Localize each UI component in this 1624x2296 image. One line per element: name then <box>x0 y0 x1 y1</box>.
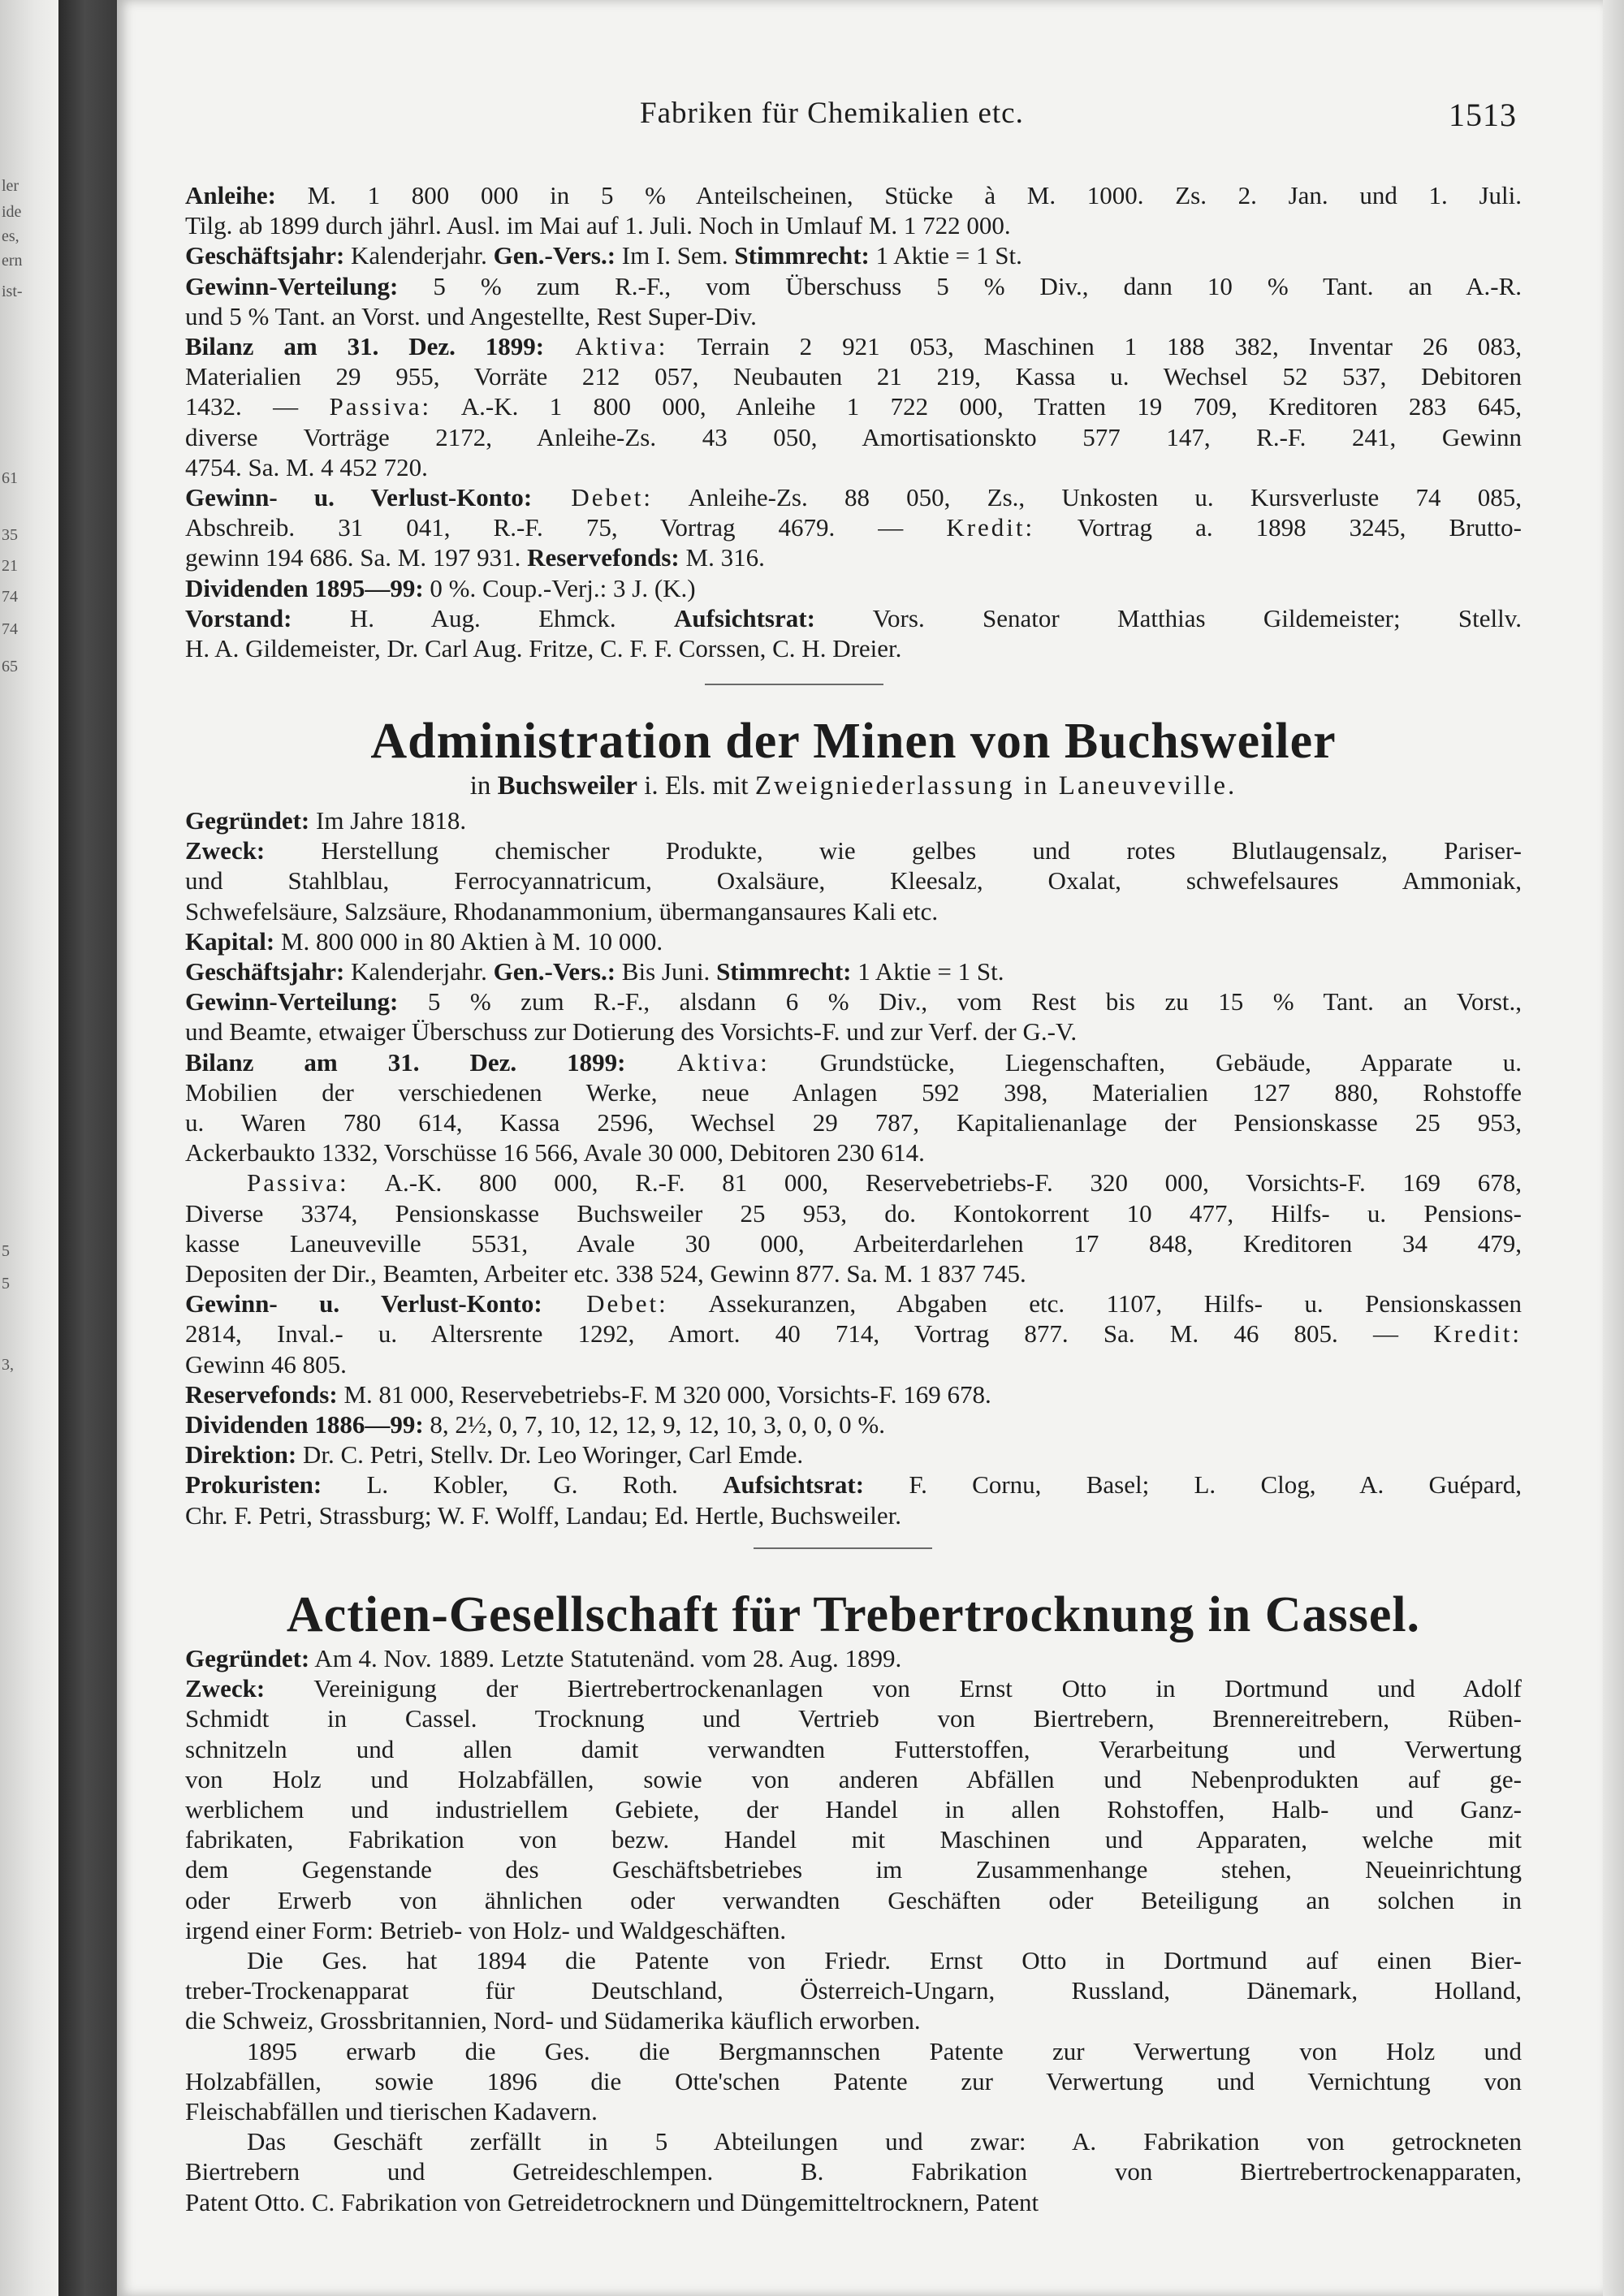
text-line <box>185 1734 1522 1764</box>
text-line <box>185 331 1522 361</box>
field-label: Kapital: <box>185 926 275 956</box>
text-line <box>185 926 1522 956</box>
subline-run: i. Els. mit <box>637 771 755 801</box>
text-run: gewinn 194 686. Sa. M. 197 931. <box>185 543 528 572</box>
text-run: Fleischabfällen und tierischen Kadavern. <box>185 2097 598 2126</box>
entry-buchsweiler <box>185 713 1522 1530</box>
text-line <box>185 1288 1522 1318</box>
text-run: Holzabfällen, sowie 1896 die Otte'schen Patente zur Verwertung und Vernichtung von <box>185 2066 1522 2095</box>
text-run: Kredit: <box>946 513 1035 542</box>
margin-fragment: 35 <box>2 526 18 544</box>
margin-fragment: es, <box>2 227 19 245</box>
field-label: Gewinn- u. Verlust-Konto: <box>185 483 533 512</box>
text-line <box>185 391 1522 421</box>
text-run: Das Geschäft zerfällt in 5 Abteilungen und zwar: A. Fabrikation von getrockneten <box>247 2127 1522 2156</box>
field-label: Zweck: <box>185 1674 266 1703</box>
text-run: Anleihe-Zs. 88 050, Zs., Unkosten u. Kursverluste 74 085, <box>653 483 1522 512</box>
text-line <box>185 1975 1522 2005</box>
text-line <box>185 2156 1522 2186</box>
text-line <box>185 633 1522 663</box>
text-run: Materialien 29 955, Vorräte 212 057, Neubauten 21 219, Kassa u. Wechsel 52 537, Debitoren <box>185 362 1522 391</box>
text-run: 1432. — <box>185 392 330 421</box>
text-line <box>185 956 1522 986</box>
text-run: 2814, Inval.- u. Altersrente 1292, Amort. 40 714, Vortrag 877. Sa. M. 46 805. — <box>185 1319 1434 1349</box>
text-run: Vortrag a. 1898 3245, Brutto- <box>1034 513 1522 542</box>
running-head-title: Fabriken für Chemikalien etc. <box>640 97 1024 130</box>
field-label: Geschäftsjahr: <box>185 957 345 986</box>
text-run: schnitzeln und allen damit verwandten Futterstoffen, Verarbeitung und Verwertung <box>185 1734 1522 1763</box>
text-run: Assekuranzen, Abgaben etc. 1107, Hilfs- u. Pensionskassen <box>667 1289 1522 1318</box>
text-run: Die Ges. hat 1894 die Patente von Friedr. Ernst Otto in Dortmund auf einen Bier- <box>247 1946 1522 1975</box>
text-run: und Stahlblau, Ferrocyannatricum, Oxalsäure, Kleesalz, Oxalat, schwefelsaures Ammoniak, <box>185 866 1522 896</box>
field-label: Reservefonds: <box>185 1379 338 1409</box>
text-run: Dr. C. Petri, Stellv. Dr. Leo Woringer, Carl Emde. <box>296 1440 804 1470</box>
text-run: von Holz und Holzabfällen, sowie von anderen Abfällen und Nebenprodukten auf ge- <box>185 1764 1522 1793</box>
text-run: Am 4. Nov. 1889. Letzte Statutenänd. vom 28. Aug. 1899. <box>309 1644 902 1672</box>
text-run: 8, 2½, 0, 7, 10, 12, 12, 9, 12, 10, 3, 0, 0, 0 %. <box>423 1410 885 1439</box>
text-line <box>185 2066 1522 2096</box>
text-line <box>185 1703 1522 1733</box>
text-run: Im I. Sem. <box>615 241 735 270</box>
company-location <box>185 770 1522 802</box>
text-run: kasse Laneuveville 5531, Avale 30 000, Arbeiterdarlehen 17 848, Kreditoren 34 479, <box>185 1228 1522 1258</box>
text-line <box>185 1228 1522 1258</box>
field-label: Stimmrecht: <box>734 241 870 270</box>
text-line <box>185 2187 1522 2217</box>
text-line <box>185 1409 1522 1439</box>
margin-fragment: 74 <box>2 588 18 606</box>
margin-fragment: ist- <box>2 283 23 300</box>
text-run: Herstellung chemischer Produkte, wie gelbes und rotes Blutlaugensalz, Pariser- <box>265 836 1522 865</box>
text-line <box>185 1318 1522 1349</box>
field-label: Zweck: <box>185 836 266 865</box>
margin-fragment: ide <box>2 203 22 221</box>
text-run: die Schweiz, Grossbritannien, Nord- und Südamerika käuflich erworben. <box>185 2006 921 2035</box>
margin-fragment: 74 <box>2 620 18 638</box>
text-run: M. 316. <box>679 543 765 572</box>
text-line <box>185 573 1522 603</box>
text-run: 0 %. Coup.-Verj.: 3 J. (K.) <box>423 573 696 602</box>
margin-fragment: 5 <box>2 1242 10 1260</box>
text-line <box>185 422 1522 452</box>
text-run: Aktiva: <box>625 1047 770 1077</box>
text-line <box>185 1077 1522 1107</box>
text-line <box>185 271 1522 301</box>
text-run: Tilg. ab 1899 durch jährl. Ausl. im Mai auf 1. Juli. Noch in Umlauf M. 1 722 000. <box>185 211 1011 240</box>
text-line <box>185 1379 1522 1409</box>
text-run: Chr. F. Petri, Strassburg; W. F. Wolff, Landau; Ed. Hertle, Buchsweiler. <box>185 1500 902 1530</box>
field-label: Gewinn-Verteilung: <box>185 271 399 300</box>
field-label: Vorstand: <box>185 603 292 632</box>
text-run: Depositen der Dir., Beamten, Arbeiter etc. 338 524, Gewinn 877. Sa. M. 1 837 745. <box>185 1259 1026 1288</box>
field-label: Stimmrecht: <box>716 957 852 986</box>
text-run: Bis Juni. <box>615 957 717 986</box>
field-label: Gewinn- u. Verlust-Konto: <box>185 1289 542 1318</box>
text-line <box>185 180 1522 210</box>
field-label: Gegründet: <box>185 806 310 835</box>
text-run: Kredit: <box>1433 1319 1522 1349</box>
text-line <box>185 210 1522 240</box>
text-line <box>185 1643 1522 1673</box>
entry-trebertrocknung <box>185 1586 1522 2217</box>
text-run: Biertrebern und Getreideschlempen. B. Fabrikation von Biertrebertrockenapparaten, <box>185 2157 1522 2186</box>
company-heading: Actien-Gesellschaft für Trebertrocknung in Cassel. <box>286 1587 1421 1642</box>
field-label: Geschäftsjahr: <box>185 241 345 270</box>
text-line <box>185 512 1522 542</box>
text-run: Mobilien der verschiedenen Werke, neue Anlagen 592 398, Materialien 127 880, Rohstoffe <box>185 1077 1522 1107</box>
text-line <box>185 542 1522 572</box>
text-run: und Beamte, etwaiger Überschuss zur Dotierung des Vorsichts-F. und zur Verf. der G.-V. <box>185 1017 1078 1047</box>
text-line <box>185 1500 1522 1530</box>
text-run: u. Waren 780 614, Kassa 2596, Wechsel 29 787, Kapitalienanlage der Pensionskasse 25 953, <box>185 1108 1522 1137</box>
text-line <box>185 1915 1522 1945</box>
text-run: Kalenderjahr. <box>344 241 494 270</box>
field-label: Direktion: <box>185 1440 297 1470</box>
text-run: A.-K. 1 800 000, Anleihe 1 722 000, Tratten 19 709, Kreditoren 283 645, <box>431 392 1522 421</box>
page-edge <box>1603 0 1624 2296</box>
field-label: Prokuristen: <box>185 1470 322 1500</box>
text-run: Schwefelsäure, Salzsäure, Rhodanammonium, übermangansaures Kali etc. <box>185 896 939 926</box>
text-run: H. A. Gildemeister, Dr. Carl Aug. Fritze, C. F. F. Corssen, C. H. Dreier. <box>185 634 902 663</box>
field-label: Aufsichtsrat: <box>723 1470 865 1500</box>
text-line <box>185 1673 1522 1703</box>
text-run: 5 % zum R.-F., alsdann 6 % Div., vom Rest bis zu 15 % Tant. an Vorst., <box>398 987 1522 1016</box>
text-line <box>185 1016 1522 1047</box>
text-run: Vors. Senator Matthias Gildemeister; Stellv. <box>814 603 1522 632</box>
text-line <box>185 835 1522 865</box>
entry-body <box>185 1643 1522 2217</box>
text-line <box>185 2126 1522 2156</box>
margin-fragment: ler <box>2 177 19 195</box>
text-run: Patent Otto. C. Fabrikation von Getreidetrocknern und Düngemitteltrocknern, Patent <box>185 2187 1039 2216</box>
text-line <box>185 1137 1522 1167</box>
margin-fragment: 5 <box>2 1275 10 1293</box>
text-line <box>185 1824 1522 1854</box>
entry-body <box>185 805 1522 1530</box>
text-run: A.-K. 800 000, R.-F. 81 000, Reservebetriebs-F. 320 000, Vorsichts-F. 169 678, <box>348 1168 1522 1198</box>
field-label: Gegründet: <box>185 1644 310 1672</box>
text-run: Vereinigung der Biertrebertrockenanlagen von Ernst Otto in Dortmund und Adolf <box>265 1674 1522 1703</box>
text-run: 1 Aktie = 1 St. <box>851 957 1004 986</box>
text-run: 5 % zum R.-F., vom Überschuss 5 % Div., dann 10 % Tant. an A.-R. <box>398 271 1522 300</box>
text-run: M. 1 800 000 in 5 % Anteilscheinen, Stücke à M. 1000. Zs. 2. Jan. und 1. Juli. <box>275 181 1522 209</box>
text-run: Aktiva: <box>544 332 668 361</box>
text-run: M. 800 000 in 80 Aktien à M. 10 000. <box>274 926 663 956</box>
text-run: irgend einer Form: Betrieb- von Holz- und Waldgeschäften. <box>185 1915 787 1944</box>
text-line <box>185 240 1522 270</box>
text-run: L. Kobler, G. Roth. <box>322 1470 723 1500</box>
text-run: Abschreib. 31 041, R.-F. 75, Vortrag 4679. — <box>185 513 947 542</box>
text-run: treber-Trockenapparat für Deutschland, Österreich-Ungarn, Russland, Dänemark, Holland, <box>185 1976 1522 2005</box>
previous-page-fragment <box>0 0 58 2296</box>
page-number: 1513 <box>1449 97 1517 133</box>
text-run: Passiva: <box>247 1168 349 1198</box>
text-line <box>185 2036 1522 2066</box>
text-line <box>185 2005 1522 2035</box>
text-line <box>185 896 1522 926</box>
text-line <box>185 1349 1522 1379</box>
field-label: Aufsichtsrat: <box>673 603 815 632</box>
text-run: werblichem und industriellem Gebiete, der Handel in allen Rohstoffen, Halb- und Ganz- <box>185 1795 1522 1824</box>
text-line <box>185 1764 1522 1794</box>
text-run: F. Cornu, Basel; L. Clog, A. Guépard, <box>864 1470 1522 1500</box>
field-label: Bilanz am 31. Dez. 1899: <box>185 1047 626 1077</box>
subline-run: Zweigniederlassung in Laneuveville. <box>754 771 1237 801</box>
text-run: Schmidt in Cassel. Trocknung und Vertrieb von Biertrebern, Brennereitrebern, Rüben- <box>185 1704 1522 1733</box>
margin-fragment: 21 <box>2 557 18 575</box>
field-label: Gen.-Vers.: <box>493 957 616 986</box>
text-line <box>185 805 1522 835</box>
text-run: 1895 erwarb die Ges. die Bergmannschen Patente zur Verwertung von Holz und <box>247 2036 1522 2065</box>
text-run: Debet: <box>542 1289 668 1318</box>
text-run: H. Aug. Ehmck. <box>292 603 674 632</box>
separator-rule <box>705 684 883 685</box>
text-run: M. 81 000, Reservebetriebs-F. M 320 000, Vorsichts-F. 169 678. <box>337 1379 991 1409</box>
company-heading: Administration der Minen von Buchsweiler <box>370 714 1337 769</box>
text-line <box>185 603 1522 633</box>
subline-run: in <box>469 771 498 801</box>
text-run: Gewinn 46 805. <box>185 1349 347 1379</box>
text-line <box>185 1107 1522 1137</box>
text-run: Ackerbaukto 1332, Vorschüsse 16 566, Avale 30 000, Debitoren 230 614. <box>185 1138 925 1167</box>
text-line <box>185 361 1522 391</box>
text-run: Terrain 2 921 053, Maschinen 1 188 382, Inventar 26 083, <box>667 332 1522 361</box>
text-line <box>185 986 1522 1016</box>
text-line <box>185 1258 1522 1288</box>
field-label: Anleihe: <box>185 181 276 209</box>
text-line <box>185 865 1522 896</box>
text-line <box>185 452 1522 482</box>
text-line <box>185 1198 1522 1228</box>
field-label: Dividenden 1886—99: <box>185 1410 424 1439</box>
text-line <box>185 1794 1522 1824</box>
field-label: Gewinn-Verteilung: <box>185 987 399 1016</box>
text-line <box>185 1167 1522 1198</box>
field-label: Dividenden 1895—99: <box>185 573 424 602</box>
text-run: Grundstücke, Liegenschaften, Gebäude, Apparate u. <box>769 1047 1522 1077</box>
field-label: Gen.-Vers.: <box>493 241 616 270</box>
text-run: oder Erwerb von ähnlichen oder verwandten Geschäften oder Beteiligung an solchen in <box>185 1885 1522 1914</box>
field-label: Bilanz am 31. Dez. 1899: <box>185 332 545 361</box>
margin-fragment: 3, <box>2 1356 14 1374</box>
text-run: Passiva: <box>329 392 432 421</box>
subline-run: Buchsweiler <box>497 771 637 801</box>
text-line <box>185 482 1522 512</box>
text-line <box>185 1470 1522 1500</box>
text-run: fabrikaten, Fabrikation von bezw. Handel mit Maschinen und Apparaten, welche mit <box>185 1825 1522 1854</box>
text-line <box>185 1885 1522 1915</box>
margin-fragment: ern <box>2 252 23 270</box>
text-line <box>185 1945 1522 1975</box>
text-run: Debet: <box>532 483 654 512</box>
running-head <box>185 96 1522 138</box>
field-label: Reservefonds: <box>527 543 680 572</box>
text-line <box>185 1439 1522 1470</box>
book-spine-shadow <box>58 0 117 2296</box>
text-run: Diverse 3374, Pensionskasse Buchsweiler 25 953, do. Kontokorrent 10 477, Hilfs- u. Pensions- <box>185 1198 1522 1228</box>
margin-fragment: 61 <box>2 469 18 487</box>
text-run: Im Jahre 1818. <box>309 806 467 835</box>
text-run: 4754. Sa. M. 4 452 720. <box>185 452 428 481</box>
text-run: 1 Aktie = 1 St. <box>869 241 1022 270</box>
margin-fragment: 65 <box>2 658 18 675</box>
text-run: diverse Vorträge 2172, Anleihe-Zs. 43 050, Amortisationskto 577 147, R.-F. 241, Gewinn <box>185 422 1522 451</box>
text-line <box>185 2096 1522 2126</box>
separator-rule <box>754 1547 932 1549</box>
text-line <box>185 1854 1522 1884</box>
text-run: und 5 % Tant. an Vorst. und Angestellte, Rest Super-Div. <box>185 301 757 330</box>
text-line <box>185 1047 1522 1077</box>
entry-continuation <box>185 180 1522 663</box>
text-line <box>185 301 1522 331</box>
text-run: Kalenderjahr. <box>344 957 494 986</box>
text-run: dem Gegenstande des Geschäftsbetriebes im Zusammenhange stehen, Neueinrichtung <box>185 1855 1522 1884</box>
